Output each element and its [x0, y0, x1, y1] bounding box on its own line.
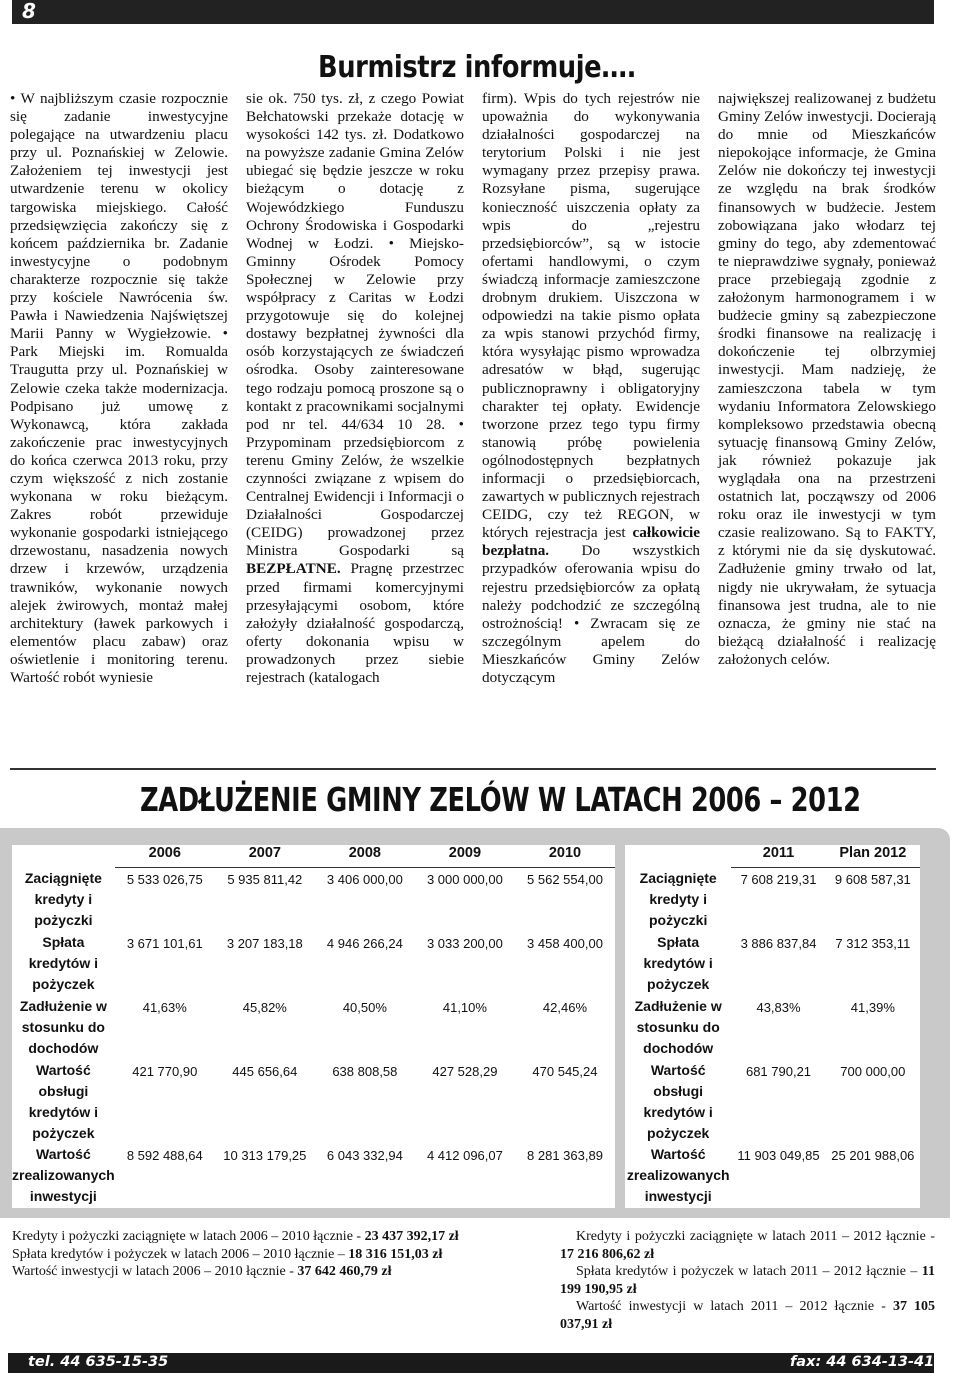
table-cell: 3 033 200,00 [426, 935, 503, 951]
summary-line [12, 1228, 552, 1246]
table-row [625, 1144, 920, 1208]
row-label: Zaciągnięte kredyty i pożyczki [24, 869, 102, 928]
debt-title: ZADŁUŻENIE GMINY ZELÓW W LATACH 2006 – 2012 [140, 780, 861, 819]
row-label: Wartość zrealizowanych inwestycji [626, 1145, 730, 1204]
debt-table-2011-2012 [625, 845, 920, 1208]
table-row [12, 1060, 615, 1144]
footer-tel: tel. 44 635-15-35 [28, 1354, 169, 1370]
column-2 [246, 90, 464, 687]
headline: Burmistrz informuje…. [318, 50, 636, 85]
year-header: Plan 2012 [826, 845, 920, 868]
column-1 [10, 90, 228, 687]
table-cell: 700 000,00 [840, 1063, 906, 1079]
table-corner [625, 845, 731, 868]
top-bar [12, 0, 934, 24]
table-corner [12, 845, 115, 868]
table-row [12, 932, 615, 996]
column-4 [718, 90, 936, 669]
table-cell: 470 545,24 [532, 1063, 598, 1079]
summary-line [560, 1298, 935, 1333]
section-divider [10, 768, 936, 770]
year-header: 2010 [515, 845, 615, 868]
table-cell: 7 608 219,31 [740, 872, 817, 887]
page-number: 8 [22, 0, 36, 23]
table-row [12, 868, 615, 932]
table-cell: 3 406 000,00 [326, 872, 403, 887]
column-2-tail: Pragnę przestrzec przed firmami komercyjnymi przesyłającymi osobom, które założyły działalność gospodarczą, oferty dokonania wpisu w prowadzonych przez siebie rejestrach (katalogach [246, 560, 465, 686]
year-header: 2009 [415, 845, 515, 868]
table-cell: 4 946 266,24 [326, 935, 403, 951]
table-cell: 41,10% [442, 999, 487, 1015]
row-label: Wartość obsługi kredytów i pożyczek [28, 1061, 98, 1141]
table-cell: 5 562 554,00 [527, 872, 603, 887]
table-cell: 3 671 101,61 [126, 935, 203, 951]
column-2-text [246, 90, 464, 687]
summary-line [560, 1228, 935, 1263]
table-cell: 11 903 049,85 [737, 1147, 820, 1163]
table-cell: 43,83% [756, 999, 801, 1015]
column-2-bold: BEZPŁATNE. [246, 560, 341, 578]
table-cell: 42,46% [542, 999, 588, 1015]
summary-right [560, 1228, 935, 1333]
table-row [625, 932, 920, 996]
column-1-text: • W najbliższym czasie rozpocznie się zadanie inwestycyjne polegające na utwardzeniu placu przy ul. Poznańskiej w Zelowie. Założeniem tej inwestycji jest utwardzenie terenu w okolicy targowiska miejskiego. Całość przedsięwzięcia zakończy się z końcem października br. Zadanie inwestycyjne o podobnym charakterze rozpocznie się także przy kościele Nawrócenia św. Pawła i Nawiedzenia Najświętszej Marii Panny w Wygiełzowie. • Park Miejski im. Romualda Traugutta przy ul. Poznańskiej w Zelowie czeka także modernizacja. Podpisano już umowę z Wykonawcą, która zakłada zakończenie prac inwestycyjnych do końca czerwca 2013 roku, przy czym większość z nich zostanie wykonana w roku bieżącym. Zakres robót przewiduje wykonanie gospodarki istniejącego drzewostanu, nasadzenia nowych drzew i krzewów, urządzenia trawników, wykonanie nowych alejek żwirowych, montaż małej architektury (ławek parkowych i elementów placu zabaw) oraz oświetlenie i monitoring terenu. Wartość robót wyniesie [10, 90, 228, 686]
year-header: 2007 [215, 845, 315, 868]
table-row [12, 996, 615, 1060]
table-cell: 7 312 353,11 [835, 935, 911, 951]
row-label: Zaciągnięte kredyty i pożyczki [639, 869, 717, 928]
summary-value: 37 105 037,91 zł [560, 1299, 935, 1332]
summary-text: Wartość inwestycji w latach 2006 – 2010 łącznie - [12, 1264, 294, 1279]
year-header: 2006 [115, 845, 215, 868]
table-row [12, 1144, 615, 1208]
row-label: Spłata kredytów i pożyczek [643, 933, 713, 992]
row-label: Zadłużenie w stosunku do dochodów [19, 997, 107, 1056]
table-cell: 638 808,58 [332, 1063, 398, 1079]
column-3-text [482, 90, 700, 687]
row-label: Wartość zrealizowanych inwestycji [12, 1145, 115, 1204]
table-cell: 4 412 096,07 [426, 1147, 503, 1163]
summary-text: Spłata kredytów i pożyczek w latach 2006 – 2010 łącznie – [12, 1246, 345, 1262]
table-cell: 41,39% [850, 999, 895, 1015]
column-3-tail: Do wszystkich przypadków oferowania wpisu do rejestru przedsiębiorców za opłatą należy podchodzić ze szczególną ostrożnością! • Zwracam się ze szczególnym apelem do Mieszkańców Gminy Zelów dotyczącym [482, 542, 700, 686]
footer-fax: fax: 44 634-13-41 [790, 1354, 935, 1370]
table-cell: 5 935 811,42 [227, 872, 303, 887]
year-header: 2011 [731, 845, 825, 868]
row-label: Spłata kredytów i pożyczek [28, 933, 98, 992]
table-cell: 40,50% [342, 999, 387, 1015]
table-cell: 8 592 488,64 [126, 1147, 203, 1163]
summary-value: 23 437 392,17 zł [364, 1229, 459, 1244]
summary-text: Wartość inwestycji w latach 2011 – 2012 łącznie - [576, 1299, 886, 1314]
table-row [625, 1060, 920, 1144]
table-cell: 25 201 988,06 [831, 1147, 915, 1163]
summary-line [12, 1263, 552, 1281]
table-cell: 10 313 179,25 [223, 1147, 307, 1163]
table-cell: 8 281 363,89 [527, 1147, 603, 1163]
summary-text: Spłata kredytów i pożyczek w latach 2011 – 2012 łącznie – [576, 1264, 918, 1279]
summary-value: 17 216 806,62 zł [560, 1246, 655, 1262]
table-cell: 45,82% [242, 999, 287, 1015]
column-4-text: największej realizowanej z budżetu Gminy Zelów inwestycji. Docierają do mnie od Mieszkańców niepokojące informacje, że Gmina Zelów nie dokończy tej inwestycji ze względu na brak środków finansowych w budżecie. Jestem zobowiązana jako włodarz tej gminy do tego, aby zdementować te nieprawdziwe sygnały, ponieważ prace przebiegają zgodnie z założonym harmonogramem i w budżecie gminy są zabezpieczone środki finansowe na realizację i dokończenie tej olbrzymiej inwestycji. Mam nadzieję, że zamieszczona tabela w tym wydaniu Informatora Zelowskiego kompleksowo przedstawia obecną sytuację finansową Gminy Zelów, jak również pokazuje jak wyglądała ona na przestrzeni ostatnich lat, począwszy od 2006 roku oraz ile inwestycji w tym czasie realizowano. Są to FAKTY, z którymi nie da się dyskutować. Zadłużenie gminy trwało od lat, nigdy nie ukrywałam, że sytuacja finansowa jest trudna, ale to nie oznacza, że gminy nie stać na bieżącą działalność i realizację założonych celów. [718, 90, 936, 668]
table-cell: 9 608 587,31 [834, 872, 911, 887]
row-label: Zadłużenie w stosunku do dochodów [634, 997, 722, 1056]
summary-text: Kredyty i pożyczki zaciągnięte w latach 2006 – 2010 łącznie - [12, 1229, 362, 1244]
summary-text: Kredyty i pożyczki zaciągnięte w latach 2011 – 2012 łącznie - [576, 1229, 935, 1244]
year-header: 2008 [315, 845, 415, 868]
table-cell: 3 000 000,00 [426, 872, 503, 887]
table-cell: 3 886 837,84 [740, 935, 817, 951]
table-cell: 3 458 400,00 [527, 935, 603, 951]
table-cell: 427 528,29 [432, 1063, 498, 1079]
column-3-body: firm). Wpis do tych rejestrów nie upoważnia do wykonywania działalności gospodarczej na terytorium Polski i nie jest wymagany przez przepisy prawa. Rozsyłane pisma, sugerujące konieczność uiszczenia opłaty za wpis do „rejestru przedsiębiorców”, są w istocie ofertami handlowymi, o czym świadczą informacje zamieszczone drobnym drukiem. Uiszczona w odpowiedzi na takie pismo opłata za wpis stanowi przychód firmy, która wysyłając pismo wprowadza adresatów w błąd, sugerując publicznoprawny i obligatoryjny charakter tej opłaty. Ewidencje tworzone przez tego typu firmy stanowią próbę powielenia ogólnodostępnych bezpłatnych informacji o przedsiębiorcach, zawartych w publicznych rejestrach CEIDG, czy też REGON, w których rejestracja jest [482, 90, 701, 542]
summary-value: 11 199 190,95 zł [560, 1264, 936, 1297]
table-cell: 5 533 026,75 [126, 872, 203, 887]
summary-value: 18 316 151,03 zł [348, 1246, 443, 1262]
summary-value: 37 642 460,79 zł [297, 1264, 392, 1279]
debt-table-2006-2010 [12, 845, 615, 1208]
table-row [625, 996, 920, 1060]
table-row [625, 868, 920, 932]
table-cell: 41,63% [142, 999, 187, 1015]
summary-left [12, 1228, 552, 1281]
column-2-body: sie ok. 750 tys. zł, z czego Powiat Bełchatowski przekaże dotację w wysokości 142 tys. zł. Dodatkowo na powyższe zadanie Gmina Zelów ubiegać się będzie jeszcze w roku bieżącym o dotację z Wojewódzkiego Funduszu Ochrony Środowiska i Gospodarki Wodnej w Łodzi. • Miejsko-Gminny Ośrodek Pomocy Społecznej w Zelowie przy współpracy z Caritas w Łodzi przygotowuje się do kolejnej dostawy bezpłatnej żywności dla osób korzystających ze świadczeń ośrodka. Osoby zainteresowane tego rodzaju pomocą proszone są o kontakt z pracownikami socjalnymi pod nr tel. 44/634 10 28. • Przypominam przedsiębiorcom z terenu Gminy Zelów, że wszelkie czynności związane z wpisem do Centralnej Ewidencji i Informacji o Działalności Gospodarczej (CEIDG) prowadzonej przez Ministra Gospodarki są [246, 90, 464, 560]
table-cell: 681 790,21 [745, 1063, 812, 1079]
summary-line [12, 1246, 552, 1264]
table-cell: 421 770,90 [132, 1063, 198, 1079]
summary-line [560, 1263, 935, 1298]
column-3 [482, 90, 700, 687]
column-3-bold: całkowicie bezpłatna. [482, 524, 701, 560]
row-label: Wartość obsługi kredytów i pożyczek [643, 1061, 713, 1141]
table-cell: 3 207 183,18 [226, 935, 303, 951]
table-cell: 6 043 332,94 [326, 1147, 403, 1163]
table-cell: 445 656,64 [232, 1063, 298, 1079]
